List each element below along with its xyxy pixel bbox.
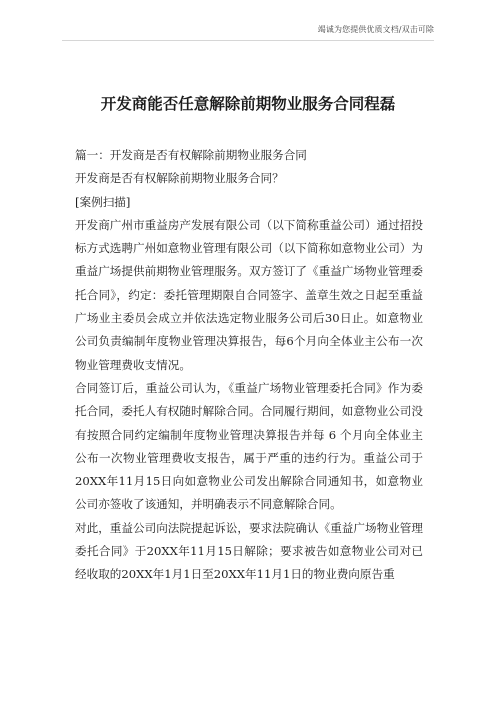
document-title: 开发商能否任意解除前期物业服务合同程磊 — [100, 95, 396, 113]
case-label: [案例扫描] — [75, 194, 131, 209]
body-paragraph: 对此，重益公司向法院提起诉讼，要求法院确认《重益广场物业管理委托合同》于20XX年11月15日解除；要求被告如意物业公司对已经收取的20XX年1月1日至20XX年11月1日的物业费向原告重 — [75, 520, 423, 582]
document-body — [75, 144, 423, 587]
body-paragraph: 合同签订后，重益公司认为，《重益广场物业管理委托合同》作为委托合同，委托人有权随时解除合同。合同履行期间，如意物业公司没有按照合同约定编制年度物业管理决算报告并每 6 个月向全体业主公布一次物业管理费收支报告，属于严重的违约行为。重益公司于20XX年11月15日向如意物业公司发出解除合同通知书，如意物业公司亦签收了该通知，并明确表示不同意解除合同。 — [75, 380, 423, 512]
body-paragraph: 开发商广州市重益房产发展有限公司（以下简称重益公司）通过招投标方式选聘广州如意物业管理有限公司（以下简称如意物业公司）为重益广场提供前期物业管理服务。双方签订了《重益广场物业管理委托合同》，约定：委托管理期限自合同签字、盖章生效之日起至重益广场业主委员会成立并依法选定物业服务公司后30日止。如意物业公司负责编制年度物业管理决算报告，每6个月向全体业主公布一次物业管理费收支情况。 — [75, 217, 423, 372]
header-divider — [62, 40, 434, 41]
header-note: 竭诚为您提供优质文档/双击可除 — [317, 25, 434, 34]
question-line: 开发商是否有权解除前期物业服务合同？ — [75, 171, 284, 186]
section-heading: 篇一：开发商是否有权解除前期物业服务合同 — [75, 148, 307, 162]
